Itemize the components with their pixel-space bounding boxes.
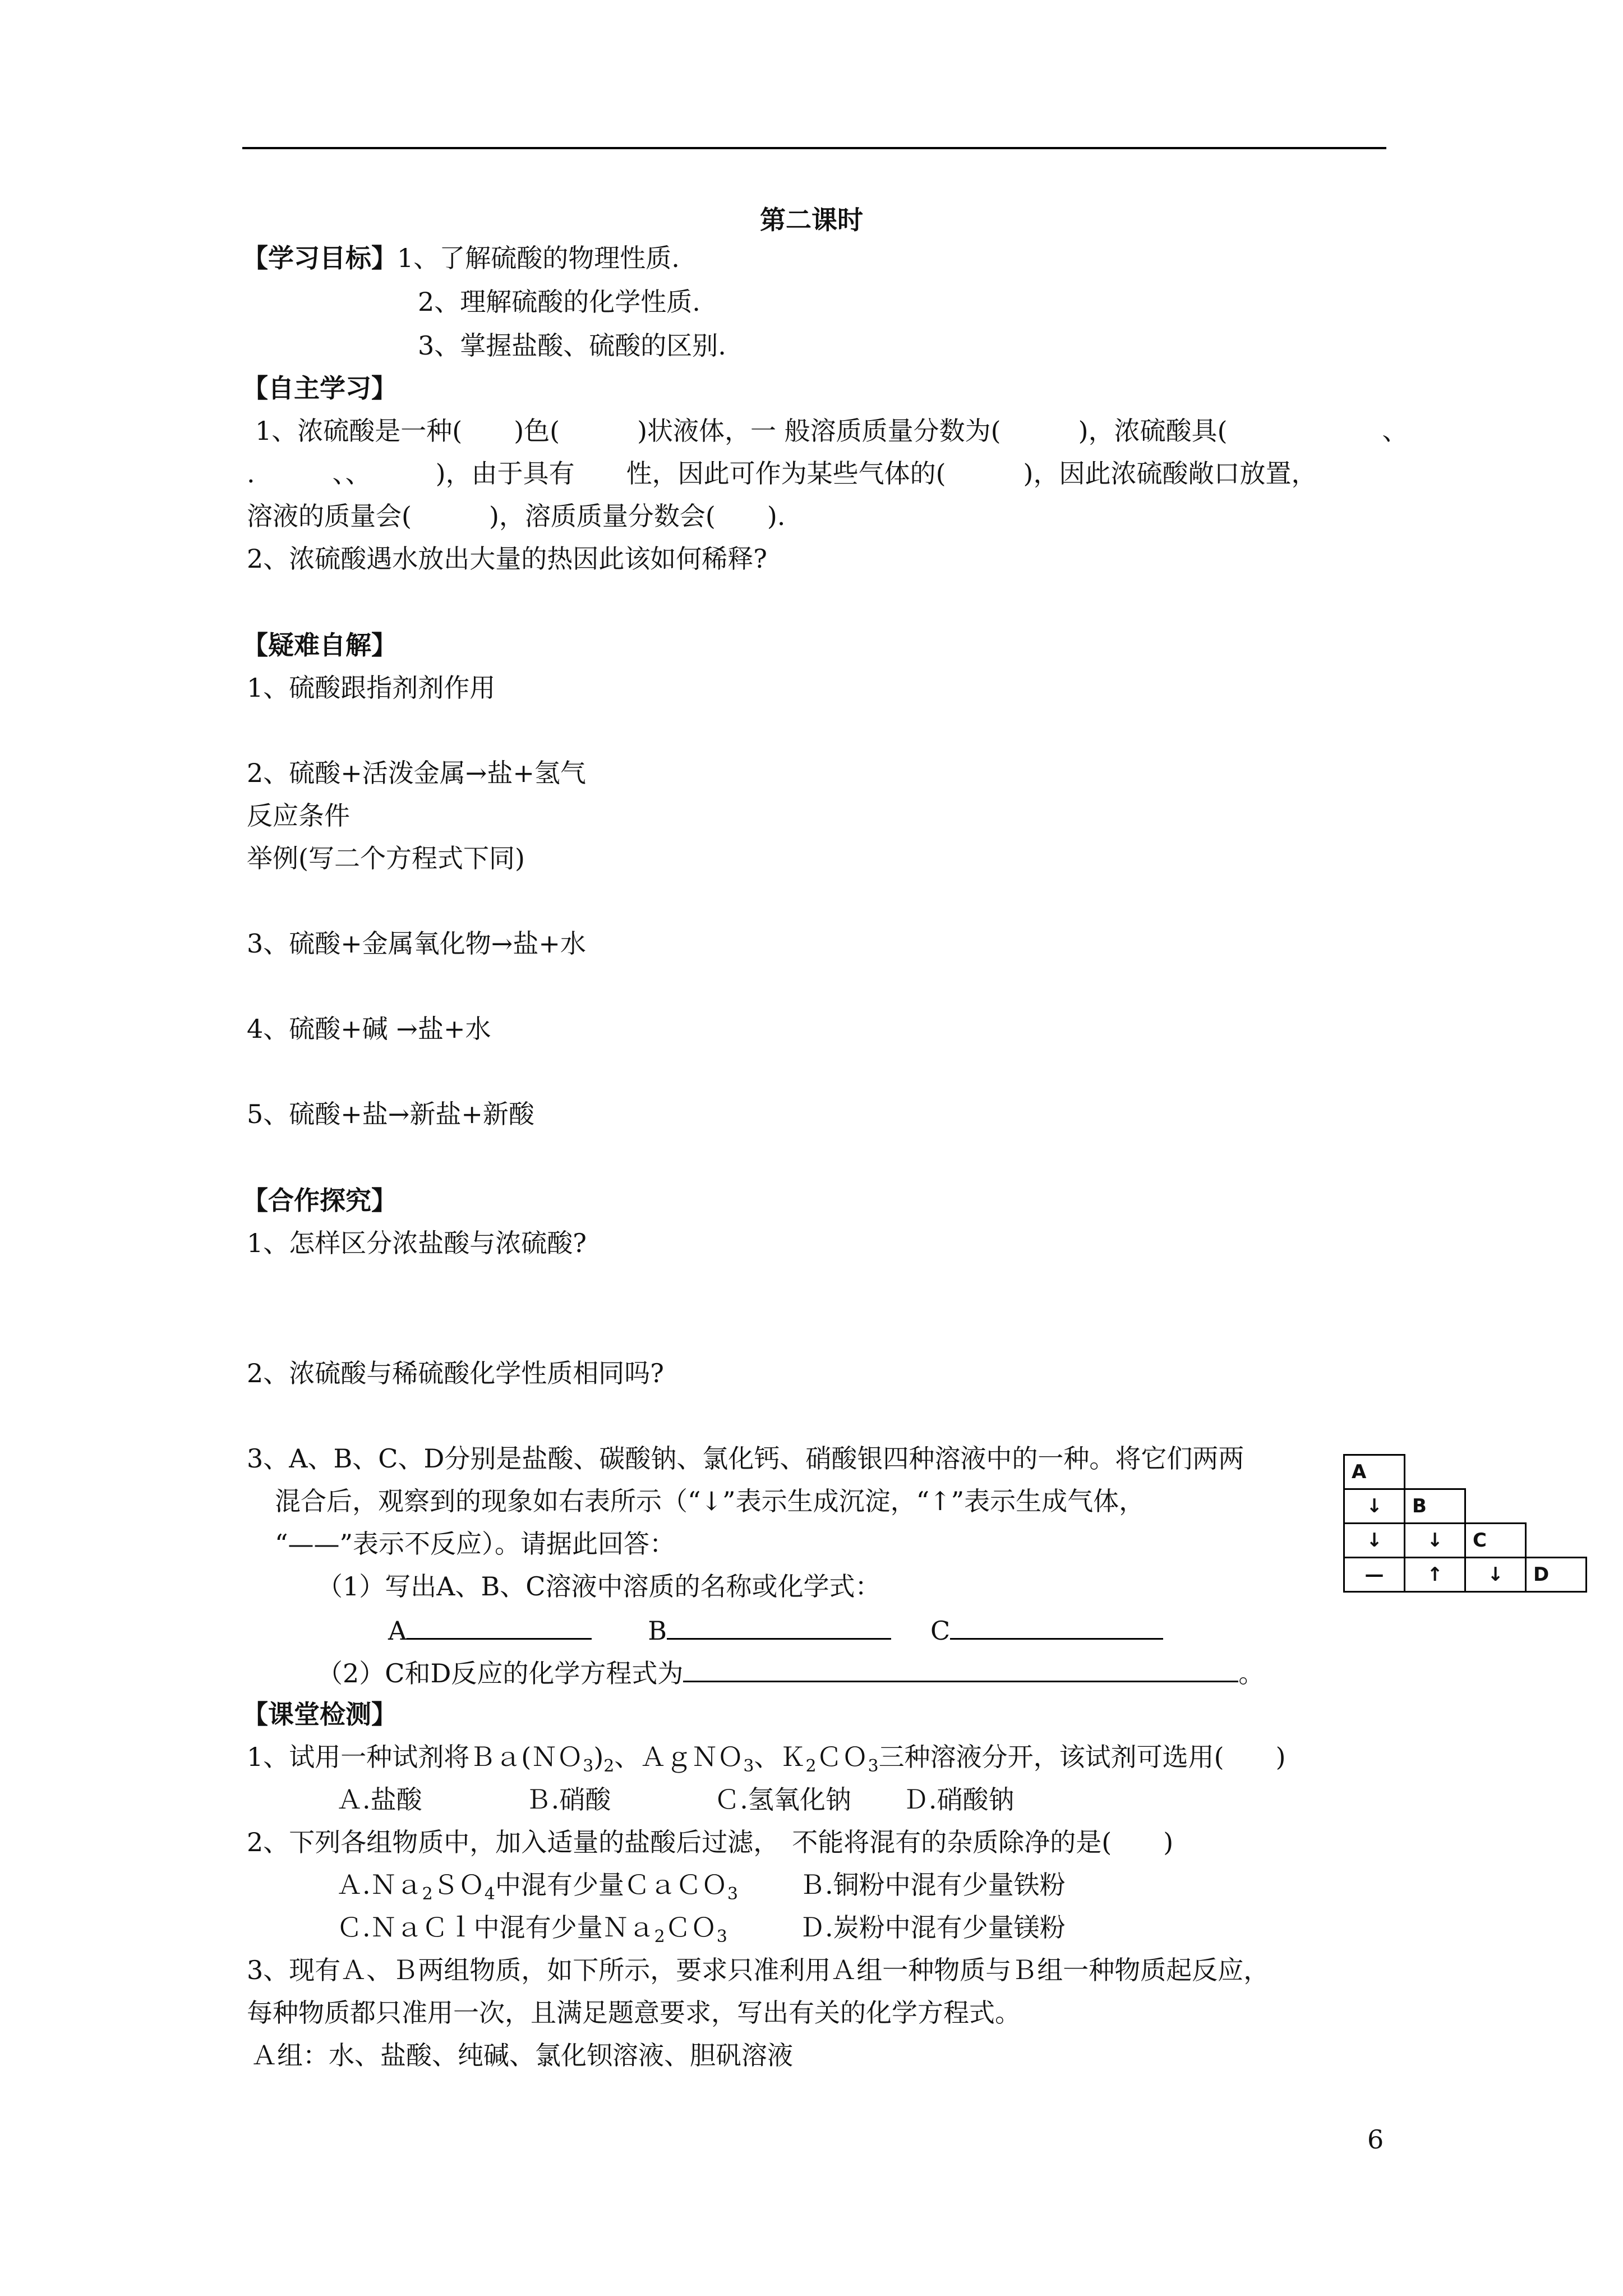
table-cell-a: A — [1344, 1455, 1405, 1489]
q3-sub2-text: （2）C和D反应的化学方程式为 — [317, 1658, 684, 1688]
page-number: 6 — [1367, 2124, 1384, 2155]
self-study-q1-line2: . 、、 )，由于具有 性，因此可作为某些气体的( )，因此浓硫酸敞口放置， — [247, 458, 1317, 489]
table-cell-ad: — — [1344, 1558, 1405, 1592]
difficulty-q2-example: 举例(写二个方程式下同) — [247, 843, 525, 873]
option-part: ＳＯ — [432, 1870, 485, 1900]
blank-a-label: A — [388, 1616, 407, 1646]
objective-item-1: 1、了解硫酸的物理性质. — [397, 243, 680, 273]
cooperation-q3-blanks — [388, 1612, 1163, 1648]
reaction-table — [1343, 1454, 1587, 1593]
cooperation-q1: 1、怎样区分浓盐酸与浓硫酸? — [247, 1228, 587, 1258]
subscript: 3 — [727, 1884, 738, 1904]
subscript: 3 — [716, 1927, 727, 1947]
test-q3-line1: 3、现有Ａ、Ｂ两组物质，如下所示，要求只准利用Ａ组一种物质与Ｂ组一种物质起反应， — [247, 1955, 1270, 1985]
objectives-header: 【学习目标】 — [242, 243, 397, 273]
test-q2: 2、下列各组物质中，加入适量的盐酸后过滤， 不能将混有的杂质除净的是( ) — [247, 1827, 1174, 1857]
test-q3-line3: Ａ组：水、盐酸、纯碱、氯化钡溶液、胆矾溶液 — [251, 2040, 793, 2070]
cooperation-header: 【合作探究】 — [242, 1185, 397, 1216]
self-study-q1-line1: 1、浓硫酸是一种( )色( )状液体，一 般溶质质量分数为( )，浓硫酸具( 、 — [255, 416, 1408, 446]
table-cell-cd: ↓ — [1465, 1558, 1526, 1592]
table-cell-bc: ↓ — [1405, 1524, 1465, 1558]
subscript: 2 — [805, 1756, 817, 1777]
q3-sub2-end: 。 — [1238, 1658, 1265, 1688]
subscript: 3 — [583, 1756, 594, 1777]
test-q2-option-d: Ｄ.炭粉中混有少量镁粉 — [799, 1912, 1066, 1943]
test-q1-part: ＣＯ — [816, 1742, 868, 1772]
option-part: Ｃ.ＮａＣｌ中混有少量Ｎａ — [336, 1912, 654, 1943]
test-q2-option-b: Ｂ.铜粉中混有少量铁粉 — [799, 1870, 1066, 1900]
table-cell-c: C — [1465, 1524, 1526, 1558]
table-cell-b: B — [1405, 1489, 1465, 1524]
test-q2-option-a — [336, 1868, 738, 1902]
difficulty-header: 【疑难自解】 — [242, 630, 397, 660]
difficulty-q1: 1、硫酸跟指剂剂作用 — [247, 673, 496, 703]
option-part: Ａ.Ｎａ — [336, 1870, 422, 1900]
blank-b-label: B — [648, 1616, 667, 1646]
test-q1-part: 1、试用一种试剂将Ｂａ(ＮＯ — [247, 1742, 583, 1772]
difficulty-q4: 4、硫酸+碱 →盐+水 — [247, 1014, 491, 1044]
test-q2-option-c — [336, 1911, 727, 1947]
table-cell-bd: ↑ — [1405, 1558, 1465, 1592]
subscript: 2 — [422, 1884, 433, 1904]
cooperation-q3-line2: 混合后，观察到的现象如右表所示（“↓”表示生成沉淀，“↑”表示生成气体， — [275, 1486, 1145, 1516]
self-study-header: 【自主学习】 — [242, 373, 397, 403]
blank-b-line[interactable] — [667, 1612, 891, 1640]
subscript: 3 — [743, 1756, 754, 1777]
self-study-q1-line3: 溶液的质量会( )，溶质质量分数会( ). — [247, 501, 786, 531]
subscript: 2 — [654, 1927, 665, 1947]
table-cell-ac: ↓ — [1344, 1524, 1405, 1558]
test-q1-part: 、Ｋ — [754, 1742, 806, 1772]
objective-item-2: 2、理解硫酸的化学性质. — [418, 287, 700, 317]
difficulty-q2: 2、硫酸+活泼金属→盐+氢气 — [247, 758, 586, 788]
option-part: 中混有少量ＣａＣＯ — [495, 1870, 727, 1900]
subscript: 3 — [868, 1756, 879, 1777]
objective-item-3: 3、掌握盐酸、硫酸的区别. — [418, 330, 726, 361]
cooperation-q3-sub2 — [317, 1655, 1264, 1690]
cooperation-q2: 2、浓硫酸与稀硫酸化学性质相同吗? — [247, 1358, 664, 1388]
cooperation-q3-line3: “——”表示不反应）。请据此回答： — [275, 1529, 676, 1559]
subscript: 4 — [484, 1884, 495, 1904]
test-q1-part: 、ＡｇＮＯ — [614, 1742, 744, 1772]
page-title: 第二课时 — [760, 205, 863, 235]
classroom-test-header: 【课堂检测】 — [242, 1699, 397, 1729]
table-cell-d: D — [1526, 1558, 1587, 1592]
table-cell-ab: ↓ — [1344, 1489, 1405, 1524]
self-study-q2: 2、浓硫酸遇水放出大量的热因此该如何稀释? — [247, 544, 767, 574]
blank-c-line[interactable] — [950, 1612, 1163, 1640]
test-q3-line2: 每种物质都只准用一次，且满足题意要求，写出有关的化学方程式。 — [247, 1998, 1021, 2028]
equation-blank-line[interactable] — [683, 1655, 1238, 1682]
cooperation-q3-sub1: （1）写出A、B、C溶液中溶质的名称或化学式： — [317, 1571, 881, 1602]
blank-c-label: C — [930, 1616, 951, 1646]
objectives-line-1 — [242, 241, 680, 275]
cooperation-q3-line1: 3、A、B、C、D分别是盐酸、碳酸钠、氯化钙、硝酸银四种溶液中的一种。将它们两两 — [247, 1443, 1244, 1474]
subscript: 2 — [603, 1756, 615, 1777]
header-rule — [242, 147, 1386, 149]
test-q1 — [247, 1740, 1286, 1777]
blank-a-line[interactable] — [407, 1612, 592, 1640]
option-part: ＣＯ — [665, 1912, 717, 1943]
test-q1-part: 三种溶液分开，该试剂可选用( ) — [878, 1742, 1286, 1772]
test-q1-options: Ａ.盐酸 Ｂ.硝酸 Ｃ.氢氧化钠 Ｄ.硝酸钠 — [336, 1784, 1015, 1815]
difficulty-q2-condition: 反应条件 — [247, 800, 350, 831]
difficulty-q5: 5、硫酸+盐→新盐+新酸 — [247, 1099, 534, 1129]
difficulty-q3: 3、硫酸+金属氧化物→盐+水 — [247, 928, 586, 959]
test-q1-part: ) — [593, 1742, 604, 1772]
